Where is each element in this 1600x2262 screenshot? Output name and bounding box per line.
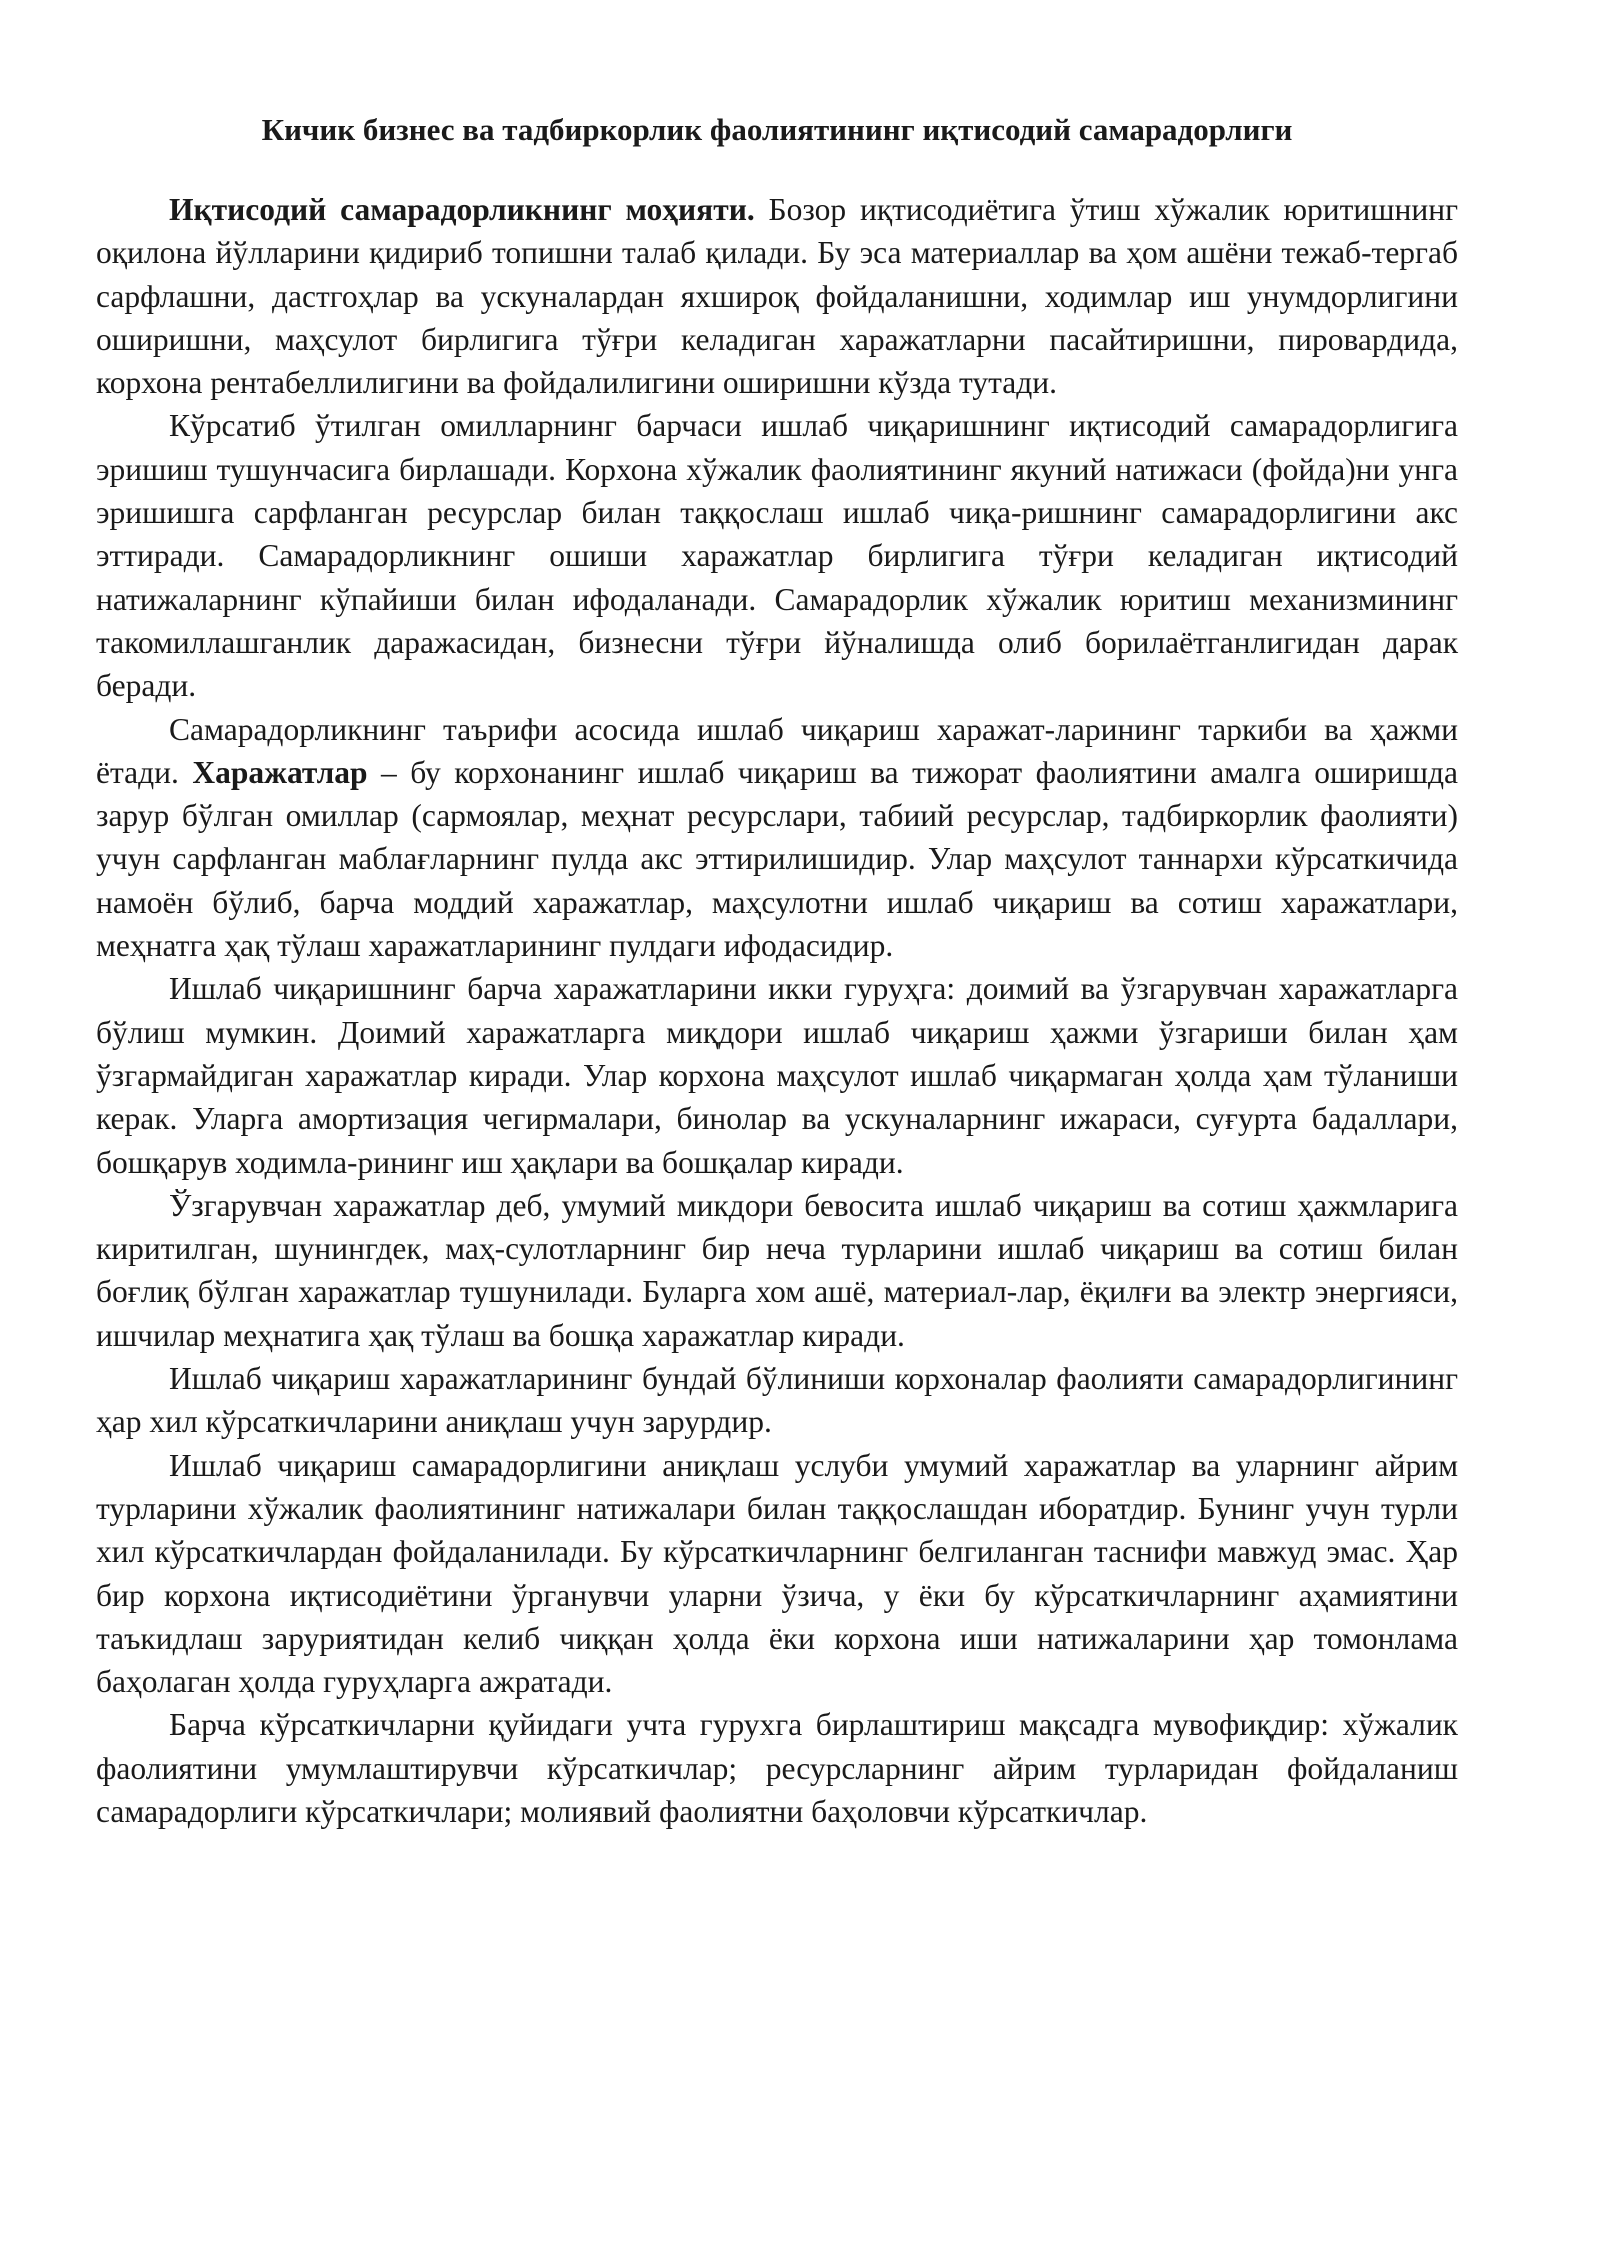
paragraph-1-lead: Иқтисодий самарадорликнинг моҳияти. [169,192,755,227]
paragraph-2: Кўрсатиб ўтилган омилларнинг барчаси ишлаб чиқаришнинг иқтисодий самарадорлигига эришиш тушунчасига бирлашади. Корхона хўжалик фаолиятининг якуний натижаси (фойда)ни унга эришишга сарфланган ресурслар билан таққослаш ишлаб чиқа-ришнинг самарадорлигини акс эттиради. Самарадорликнинг ошиши харажатлар бирлигига тўғри келадиган иқтисодий натижаларнинг кўпайиши билан ифодаланади. Самарадорлик хўжалик юритиш механизмининг такомиллашганлик даражасидан, бизнесни тўғри йўналишда олиб борилаётганлигидан дарак беради. [96,408,1458,704]
paragraph-6: Ишлаб чиқариш харажатларининг бундай бўлиниши корхоналар фаолияти самарадорлигининг ҳар хил кўрсаткичларини аниқлаш учун зарурдир. [96,1361,1458,1440]
paragraph-3-before: Самарадорликнинг таърифи асосида ишлаб чиқариш харажат-ларининг таркиби ва ҳажми ётади. [96,711,1458,790]
document-page [96,110,1458,1833]
paragraph-1 [96,188,1458,404]
paragraph-3 [96,708,1458,968]
paragraph-8: Барча кўрсаткичларни қуйидаги учта гурухга бирлаштириш мақсадга мувофиқдир: хўжалик фаолиятини умумлаштирувчи кўрсаткичлар; ресурсларнинг айрим турларидан фойдаланиш самарадорлиги кўрсаткичлари; молиявий фаолиятни баҳоловчи кўрсаткичлар. [96,1707,1458,1829]
paragraph-3-after: – бу корхонанинг ишлаб чиқариш ва тижорат фаолиятини амалга оширишда зарур бўлган омиллар (сармоялар, меҳнат ресурслари, табиий ресурслар, тадбиркорлик фаолияти) учун сарфланган маблағларнинг пулда акс эттирилишидир. Улар маҳсулот таннархи кўрсаткичида намоён бўлиб, барча моддий харажатлар, маҳсулотни ишлаб чиқариш ва сотиш харажатлари, меҳнатга ҳақ тўлаш харажатларининг пулдаги ифодасидир. [96,754,1458,964]
paragraph-3-term: Харажатлар [192,754,368,790]
document-title: Кичик бизнес ва тадбиркорлик фаолиятининг иқтисодий самарадорлиги [261,112,1293,147]
paragraph-5: Ўзгарувчан харажатлар деб, умумий микдори бевосита ишлаб чиқариш ва сотиш ҳажмларига киритилган, шунингдек, маҳ-сулотларнинг бир неча турларини ишлаб чиқариш ва сотиш билан боғлиқ бўлган харажатлар тушунилади. Буларга хом ашё, материал-лар, ёқилғи ва электр энергияси, ишчилар меҳнатига ҳақ тўлаш ва бошқа харажатлар киради. [96,1187,1458,1353]
paragraph-1-text: Бозор иқтисодиётига ўтиш хўжалик юритишнинг оқилона йўлларини қидириб топишни талаб қилади. Бу эса материаллар ва ҳом ашёни тежаб-тергаб сарфлашни, дастгоҳлар ва ускуналардан яхшироқ фойдаланишни, ходимлар иш унумдорлигини оширишни, маҳсулот бирлигига тўғри келадиган харажатларни пасайтиришни, пировардида, корхона рентабеллилигини ва фойдалилигини оширишни кўзда тутади. [96,192,1458,401]
paragraph-7: Ишлаб чиқариш самарадорлигини аниқлаш услуби умумий харажатлар ва уларнинг айрим турларини хўжалик фаолиятининг натижалари билан таққослашдан иборатдир. Бунинг учун турли хил кўрсаткичлардан фойдаланилади. Бу кўрсаткичларнинг белгиланган таснифи мавжуд эмас. Ҳар бир корхона иқтисодиётини ўрганувчи уларни ўзича, у ёки бу кўрсаткичларнинг аҳамиятини таъкидлаш заруриятидан келиб чиққан ҳолда ёки корхона иши натижаларини ҳар томонлама баҳолаган ҳолда гуруҳларга ажратади. [96,1447,1458,1700]
paragraph-4: Ишлаб чиқаришнинг барча харажатларини икки гуруҳга: доимий ва ўзгарувчан харажатларга бўлиш мумкин. Доимий харажатларга миқдори ишлаб чиқариш ҳажми ўзгариши билан ҳам ўзгармайдиган харажатлар киради. Улар корхона маҳсулот ишлаб чиқармаган ҳолда ҳам тўланиши керак. Уларга амортизация чегирмалари, бинолар ва ускуналарнинг ижараси, суғурта бадаллари, бошқарув ходимла-рининг иш ҳақлари ва бошқалар киради. [96,971,1458,1180]
